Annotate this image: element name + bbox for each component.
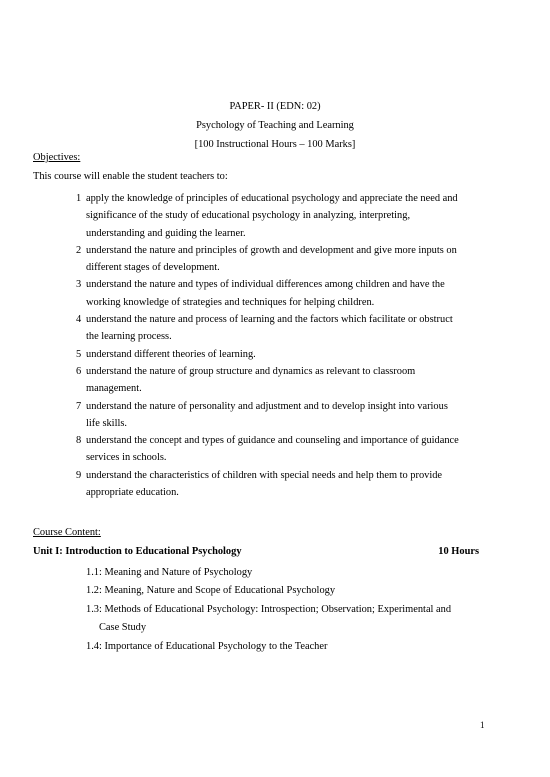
unit-heading xyxy=(33,546,479,557)
objective-number: 6 xyxy=(76,365,82,377)
objective-line: management. xyxy=(86,383,142,395)
objective-line: understand the characteristics of children with special needs and help them to provide xyxy=(86,469,443,481)
objective-line: understand the nature and types of individual differences among children and have the xyxy=(86,279,445,291)
objective-line: understand the nature and principles of growth and development and give more inputs on xyxy=(86,244,457,256)
objective-line: understand the nature and process of learning and the factors which facilitate or obstruct xyxy=(86,314,453,326)
objective-line: working knowledge of strategies and techniques for helping children. xyxy=(86,296,375,308)
objectives-intro: This course will enable the student teachers to: xyxy=(33,171,228,182)
objective-number: 3 xyxy=(76,279,82,291)
objective-number: 4 xyxy=(76,314,82,326)
objective-item xyxy=(33,311,493,346)
objective-line: life skills. xyxy=(86,417,127,429)
objective-item xyxy=(33,432,493,467)
course-content-heading: Course Content: xyxy=(33,527,101,538)
objective-line: the learning process. xyxy=(86,331,172,343)
objective-item xyxy=(33,242,493,277)
objective-line: understand the nature of group structure and dynamics as relevant to classroom xyxy=(86,365,416,377)
objective-line: understand the concept and types of guidance and counseling and importance of guidance xyxy=(86,435,459,447)
objective-item xyxy=(33,190,493,242)
objective-number: 5 xyxy=(76,348,82,360)
objective-line: apply the knowledge of principles of educational psychology and appreciate the need and xyxy=(86,193,458,204)
unit-subtopics xyxy=(86,564,486,656)
objectives-list xyxy=(33,190,493,501)
objective-number: 8 xyxy=(76,435,82,447)
objective-line: different stages of development. xyxy=(86,262,220,274)
unit-hours: 10 Hours xyxy=(438,546,479,557)
objective-line: appropriate education. xyxy=(86,487,179,499)
subtopic-item: 1.1: Meaning and Nature of Psychology xyxy=(86,567,253,578)
document-header xyxy=(0,97,550,154)
subtopic-item: 1.4: Importance of Educational Psychology to the Teacher xyxy=(86,640,328,652)
page-number: 1 xyxy=(480,720,485,730)
objective-number: 1 xyxy=(76,193,82,204)
objective-number: 9 xyxy=(76,469,82,481)
subtopic-continuation: Case Study xyxy=(99,622,147,634)
objectives-heading: Objectives: xyxy=(33,152,81,163)
subtopic-item: 1.3: Methods of Educational Psychology: Introspection; Observation; Experimental and xyxy=(86,603,452,615)
objective-item xyxy=(33,467,493,502)
objective-line: significance of the study of educational psychology in analyzing, interpreting, xyxy=(86,210,411,222)
objective-line: services in schools. xyxy=(86,452,167,464)
objective-number: 2 xyxy=(76,244,82,256)
subtopic-item: 1.2: Meaning, Nature and Scope of Educational Psychology xyxy=(86,585,336,597)
objective-item xyxy=(33,346,493,363)
objective-line: understanding and guiding the learner. xyxy=(86,227,246,239)
objective-item xyxy=(33,276,493,311)
objective-item xyxy=(33,398,493,433)
paper-title: Psychology of Teaching and Learning xyxy=(196,120,354,131)
hours-marks: [100 Instructional Hours – 100 Marks] xyxy=(194,139,356,150)
objective-line: understand the nature of personality and adjustment and to develop insight into various xyxy=(86,400,448,412)
objective-item xyxy=(33,363,493,398)
objective-line: understand different theories of learning. xyxy=(86,348,256,360)
unit-title: Unit I: Introduction to Educational Psychology xyxy=(33,546,242,557)
paper-code: PAPER- II (EDN: 02) xyxy=(229,101,321,112)
objective-number: 7 xyxy=(76,400,82,412)
